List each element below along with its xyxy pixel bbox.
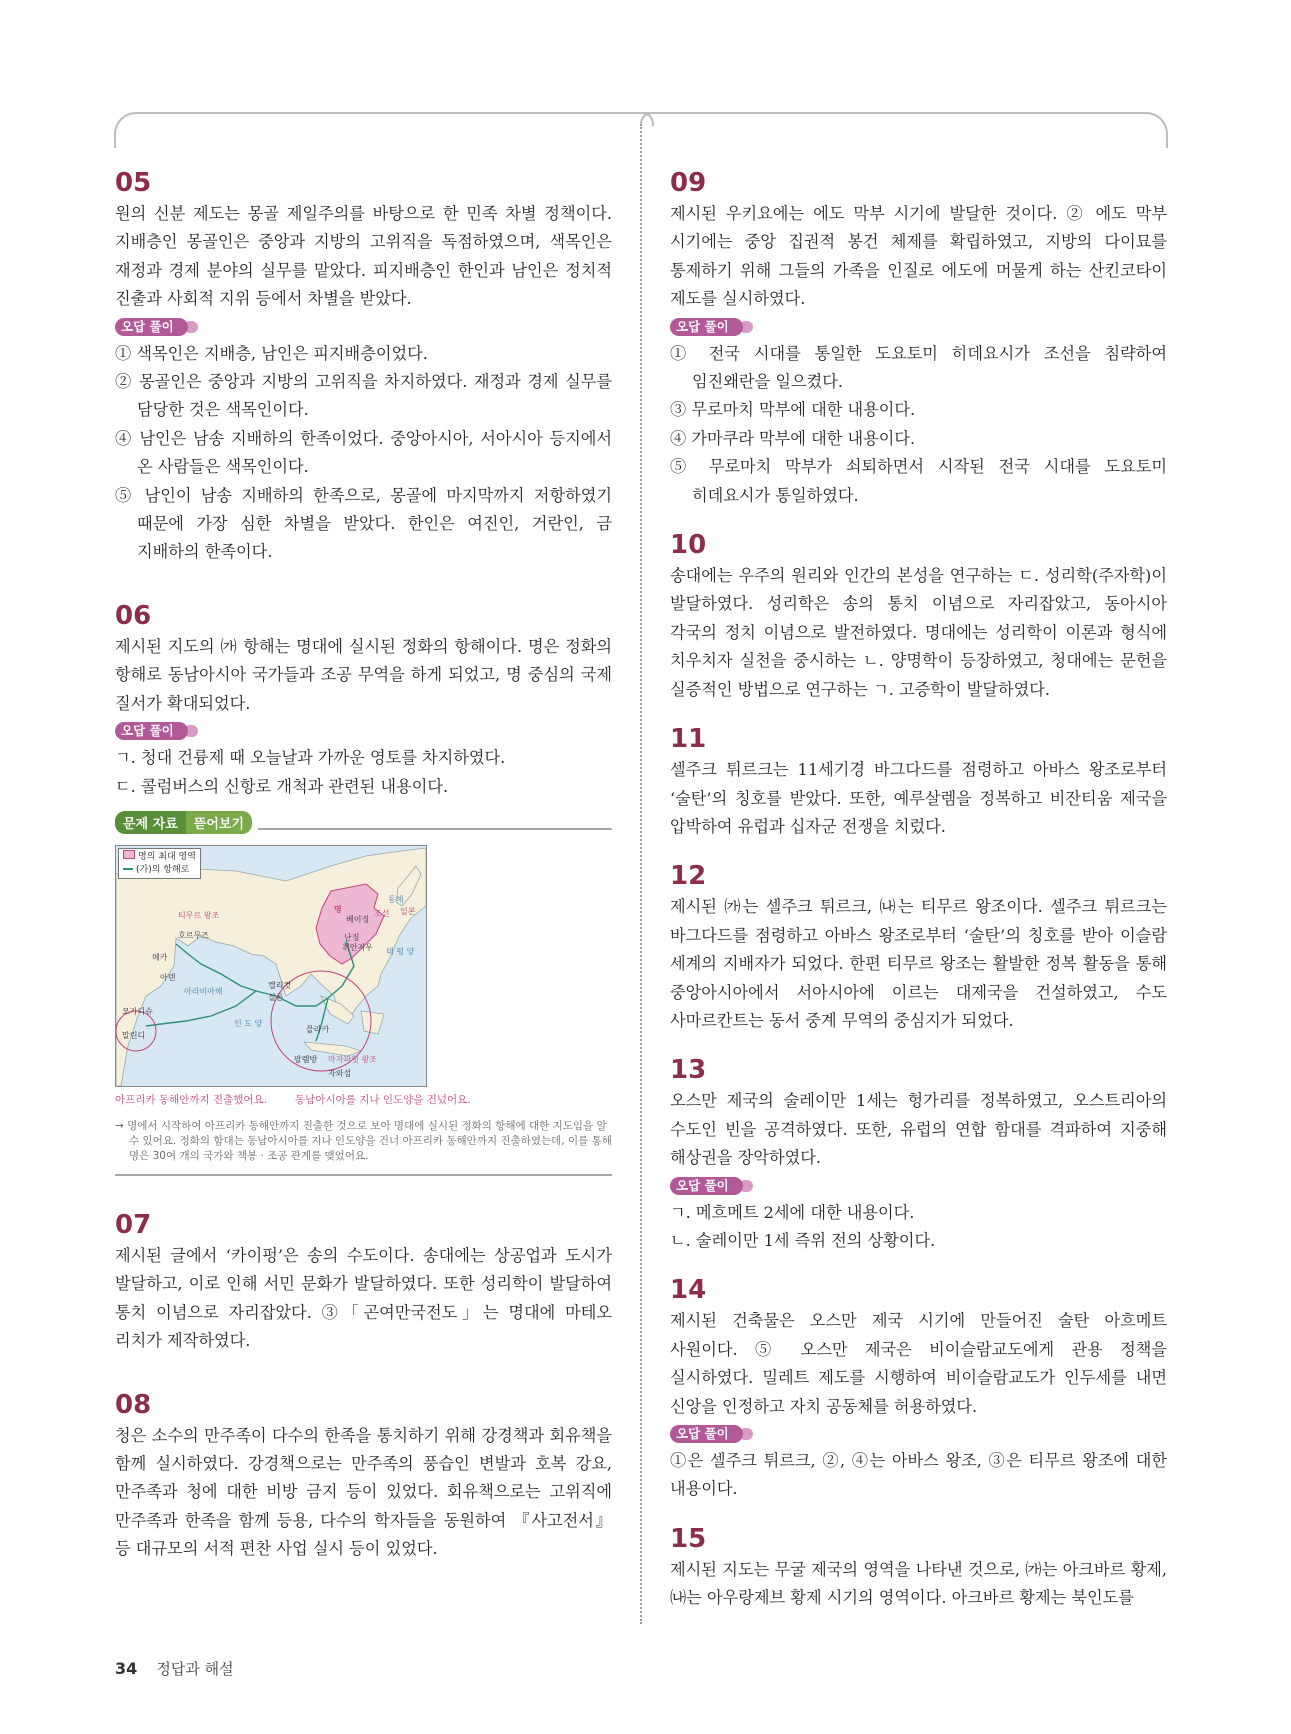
question-number: 05 (115, 168, 152, 198)
map-label-ceylon: 실론 (268, 992, 284, 1002)
legend-ming: 명의 최대 영역 (138, 851, 196, 862)
wrong-answer-badge: 오답 풀이 (670, 1177, 743, 1195)
map-label-ming: 명 (334, 904, 342, 914)
answer-text: 셀주크 튀르크는 11세기경 바그다드를 점령하고 아바스 왕조로부터 ‘술탄’의 칭호를 받았다. 또한, 예루살렘을 정복하고 비잔티움 제국을 압박하여 유럽과 십자군 전쟁을 치렀다. (670, 760, 1167, 836)
map-label-nanjing: 난징 (344, 932, 360, 942)
question-number: 10 (670, 530, 707, 561)
question-number: 14 (670, 1275, 707, 1306)
map-label-aden: 아덴 (160, 972, 176, 982)
column-divider (640, 124, 642, 1624)
question-number: 08 (115, 1389, 152, 1420)
map-label-japan: 일본 (400, 906, 416, 916)
footer-title: 정답과 해설 (156, 1660, 234, 1678)
option-text: ④ 남인은 남송 지배하의 한족이었다. 중앙아시아, 서아시아 등지에서 온 사람들은 색목인이다. (115, 428, 612, 477)
left-column (115, 166, 612, 1564)
zheng-he-voyage-map (115, 845, 427, 1087)
map-legend (118, 848, 201, 879)
analysis-tab: 뜯어보기 (186, 811, 252, 834)
left-frame (114, 112, 642, 148)
wrong-answer-badge: 오답 풀이 (115, 318, 188, 336)
page-footer (115, 1658, 234, 1679)
map-label-arabian: 아라비아해 (184, 986, 223, 996)
map-label-malindi: 말린디 (122, 1030, 146, 1040)
page-number: 34 (115, 1659, 138, 1678)
map-label-calicut: 캘리컷 (268, 980, 292, 990)
answer-text: 제시된 지도는 무굴 제국의 영역을 나타낸 것으로, ㈎는 아크바르 황제, ㈏는 아우랑제브 황제 시기의 영역이다. 아크바르 황제는 북인도를 (670, 1559, 1167, 1608)
map-label-donghae: 동해 (388, 894, 404, 904)
wrong-answer-badge: 오답 풀이 (115, 722, 188, 740)
question-number: 11 (670, 724, 707, 755)
map-label-beijing: 베이징 (346, 914, 370, 924)
option-text: ① 색목인은 지배층, 남인은 피지배층이었다. (115, 343, 428, 363)
option-text: ① 전국 시대를 통일한 도요토미 히데요시가 조선을 침략하여 임진왜란을 일으켰다. (670, 343, 1167, 392)
answer-text: 오스만 제국의 술레이만 1세는 헝가리를 정복하였고, 오스트리아의 수도인 빈을 공격하였다. 또한, 유럽의 연합 함대를 격파하여 지중해 해상권을 장악하였다. (670, 1091, 1167, 1168)
map-label-mecca: 메카 (152, 952, 168, 962)
map-label-java: 자와섬 (328, 1068, 352, 1078)
option-text: ㄴ. 술레이만 1세 즉위 전의 상황이다. (670, 1230, 936, 1250)
option-text: ㄷ. 콜럼버스의 신항로 개척과 관련된 내용이다. (115, 776, 449, 796)
map-label-timur: 티무르 왕조 (178, 910, 220, 920)
answer-text: 송대에는 우주의 원리와 인간의 본성을 연구하는 ㄷ. 성리학(주자학)이 발달하였다. 성리학은 송의 통치 이념으로 자리잡았고, 동아시아 각국의 정치 이념으로 발전하였다. 명대에는 성리학이 이론과 형식에 치우치자 실천을 중시하는 ㄴ. 양명학이 등장하였고, 청대에는 문헌을 실증적인 방법으로 연구하는 ㄱ. 고증학이 발달하였다. (670, 566, 1167, 699)
map-label-quanzhou: 취안저우 (342, 942, 373, 952)
map-caption-southeast-asia: 동남아시아를 지나 인도양을 건넜어요. (295, 1093, 471, 1106)
option-text: ② 몽골인은 중앙과 지방의 고위직을 차지하였다. 재정과 경제 실무를 담당한 것은 색목인이다. (115, 372, 612, 420)
map-label-hormuz: 호르무즈 (178, 930, 209, 940)
question-number: 09 (670, 168, 707, 198)
map-label-majapahit: 마자파힛 왕조 (328, 1054, 377, 1064)
map-caption-africa: 아프리카 동해안까지 진출했어요. (115, 1093, 268, 1106)
option-text: ③ 무로마치 막부에 대한 내용이다. (670, 400, 916, 420)
question-number: 12 (670, 861, 707, 892)
map-label-joseon: 조선 (374, 908, 390, 918)
wrong-answer-badge: 오답 풀이 (670, 1425, 743, 1443)
map-explanation: → 명에서 시작하여 아프리카 동해안까지 진출한 것으로 보아 명대에 실시된 정화의 항해에 대한 지도임을 알 수 있어요. 정화의 함대는 동남아시아를 지나 인도양을 건너 아프리카 동해안까지 진출하였는데, 이를 통해 명은 30여 개의 국가와 책봉 · 조공 관계를 맺었어요. (115, 1119, 612, 1162)
answer-text: 청은 소수의 만주족이 다수의 한족을 통치하기 위해 강경책과 회유책을 함께 실시하였다. 강경책으로는 만주족의 풍습인 변발과 호복 강요, 만주족과 청에 대한 비방 금지 등이 있었다. 회유책으로는 고위직에 만주족과 한족을 함께 등용, 다수의 학자들을 동원하여 『사고전서』 등 대규모의 서적 편찬 사업 실시 등이 있었다. (115, 1425, 612, 1559)
map-label-mogadishu: 모가디슈 (122, 1006, 153, 1016)
answer-text: 제시된 우키요에는 에도 막부 시기에 발달한 것이다. ② 에도 막부 시기에는 중앙 집권적 봉건 체제를 확립하였고, 지방의 다이묘를 통제하기 위해 그들의 가족을 인질로 에도에 머물게 하는 산킨코타이 제도를 실시하였다. (670, 204, 1167, 309)
question-number: 07 (115, 1209, 152, 1240)
map-source-box (115, 811, 612, 1176)
option-text: ㄱ. 메흐메트 2세에 대한 내용이다. (670, 1202, 915, 1222)
option-text: ⑤ 무로마치 막부가 쇠퇴하면서 시작된 전국 시대를 도요토미 히데요시가 통일하였다. (670, 457, 1167, 505)
right-column (670, 166, 1167, 1613)
option-text: ①은 셀주크 튀르크, ②, ④는 아바스 왕조, ③은 티무르 왕조에 대한 내용이다. (670, 1451, 1167, 1499)
option-text: ④ 가마쿠라 막부에 대한 내용이다. (670, 428, 916, 448)
source-tab: 문제 자료 (115, 811, 186, 834)
option-text: ㄱ. 청대 건륭제 때 오늘날과 가까운 영토를 차지하였다. (115, 748, 506, 768)
question-number: 06 (115, 600, 152, 631)
question-number: 13 (670, 1055, 707, 1086)
right-frame (640, 112, 1168, 148)
map-label-indian: 인 도 양 (234, 1018, 263, 1028)
question-number: 15 (670, 1523, 707, 1554)
answer-text: 원의 신분 제도는 몽골 제일주의를 바탕으로 한 민족 차별 정책이다. 지배층인 몽골인은 중앙과 지방의 고위직을 독점하였으며, 색목인은 재정과 경제 분야의 실무를 맡았다. 피지배층인 한인과 남인은 정치적 진출과 사회적 지위 등에서 차별을 받았다. (115, 204, 612, 309)
wrong-answer-badge: 오답 풀이 (670, 318, 743, 336)
answer-text: 제시된 건축물은 오스만 제국 시기에 만들어진 술탄 아흐메트 사원이다. ⑤ 오스만 제국은 비이슬람교도에게 관용 정책을 실시하였다. 밀레트 제도를 시행하여 비이슬람교도가 인두세를 내면 신앙을 인정하고 자치 공동체를 허용하였다. (670, 1311, 1167, 1416)
option-text: ⑤ 남인이 남송 지배하의 한족으로, 몽골에 마지막까지 저항하였기 때문에 가장 심한 차별을 받았다. 한인은 여진인, 거란인, 금 지배하의 한족이다. (115, 485, 612, 562)
map-label-palembang: 팔렘방 (294, 1054, 318, 1064)
answer-text: 제시된 지도의 ㈎ 항해는 명대에 실시된 정화의 항해이다. 명은 정화의 항해로 동남아시아 국가들과 조공 무역을 하게 되었고, 명 중심의 국제 질서가 확대되었다. (115, 636, 612, 713)
map-graphic (116, 846, 426, 1086)
answer-text: 제시된 글에서 ‘카이펑’은 송의 수도이다. 송대에는 상공업과 도시가 발달하고, 이로 인해 서민 문화가 발달하였다. 또한 성리학이 발달하여 통치 이념으로 자리잡았다. ③「곤여만국전도」는 명대에 마테오 리치가 제작하였다. (115, 1245, 612, 1351)
legend-route: (가)의 항해로 (136, 864, 190, 875)
map-label-pacific: 태 평 양 (386, 946, 415, 956)
answer-text: 제시된 ㈎는 셀주크 튀르크, ㈏는 티무르 왕조이다. 셀주크 튀르크는 바그다드를 점령하고 아바스 왕조로부터 ‘술탄’의 칭호를 받아 이슬람 세계의 지배자가 되었다. 한편 티무르 왕조는 활발한 정복 활동을 통해 중앙아시아에서 서아시아에 이르는 대제국을 건설하였고, 수도 사마르칸트는 동서 중계 무역의 중심지가 되었다. (670, 897, 1167, 1030)
map-label-malacca: 믈라카 (306, 1024, 330, 1034)
